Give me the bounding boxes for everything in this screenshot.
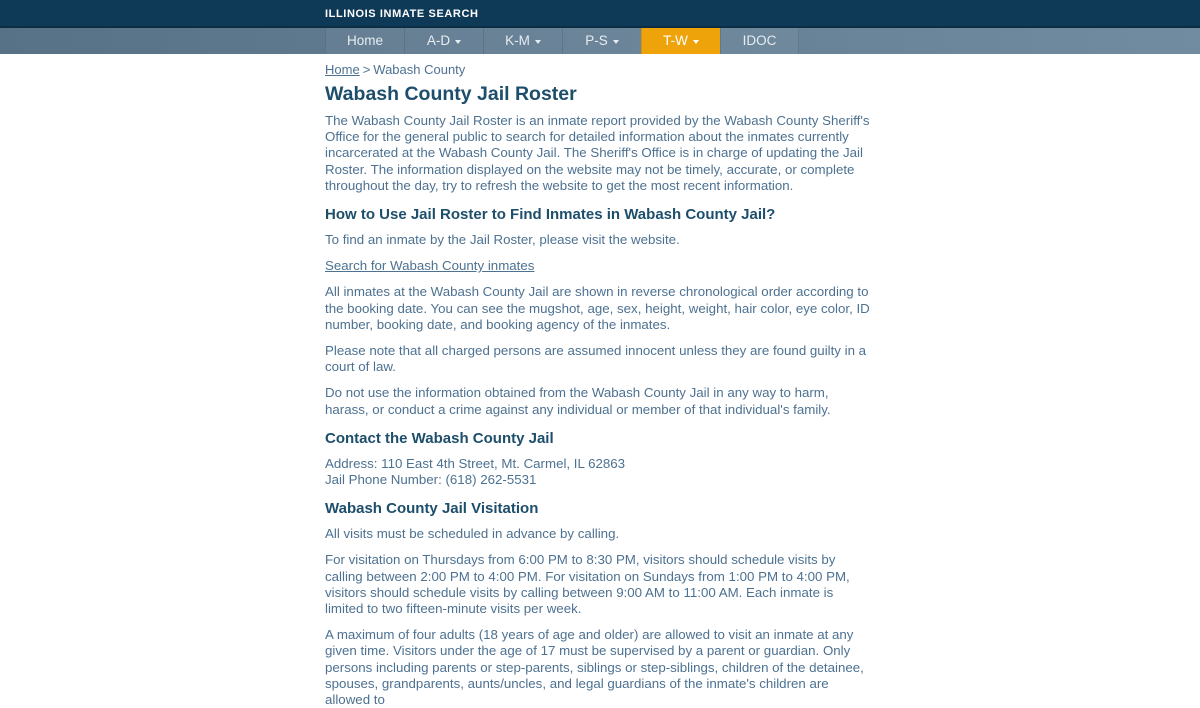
nav-item-label: Home bbox=[346, 33, 383, 48]
page-title: Wabash County Jail Roster bbox=[325, 83, 577, 105]
chevron-down-icon bbox=[455, 40, 461, 44]
nav-item-home[interactable] bbox=[325, 28, 404, 54]
nav-item-p-s[interactable] bbox=[562, 28, 641, 54]
how-to-heading: How to Use Jail Roster to Find Inmates in Wabash County Jail? bbox=[325, 206, 776, 224]
jail-address: Address: 110 East 4th Street, Mt. Carmel, IL 62863 bbox=[325, 455, 626, 471]
chevron-down-icon bbox=[693, 40, 699, 44]
nav-item-idoc[interactable] bbox=[720, 28, 799, 54]
breadcrumb-separator: > bbox=[362, 62, 371, 77]
contact-heading: Contact the Wabash County Jail bbox=[325, 429, 554, 447]
topbar bbox=[0, 0, 1200, 28]
innocent-notice-paragraph: Please note that all charged persons are assumed innocent unless they are found guilty in a court of law. bbox=[325, 343, 867, 375]
nav-item-label: T-W bbox=[663, 33, 688, 48]
nav-item-label: P-S bbox=[585, 33, 608, 48]
nav-item-label: IDOC bbox=[742, 33, 777, 48]
nav-item-k-m[interactable] bbox=[483, 28, 562, 54]
search-link-paragraph bbox=[325, 258, 875, 274]
nav-item-a-d[interactable] bbox=[404, 28, 483, 54]
visitation-hours-paragraph: For visitation on Thursdays from 6:00 PM to 8:30 PM, visitors should schedule visits by calling between 2:00 PM to 4:00 PM. For visitation on Sundays from 1:00 PM to 4:00 PM, visitors should schedule visits by calling between 9:00 AM to 11:00 AM. Each inmate is limited to two fifteen-minute visits per week. bbox=[325, 552, 850, 617]
nav-item-label: K-M bbox=[505, 33, 530, 48]
main-nav bbox=[0, 28, 1200, 54]
contact-details bbox=[325, 456, 875, 488]
nav-item-t-w[interactable] bbox=[641, 28, 720, 54]
chevron-down-icon bbox=[613, 40, 619, 44]
visitation-heading: Wabash County Jail Visitation bbox=[325, 500, 539, 518]
visitor-rules-paragraph: A maximum of four adults (18 years of age and older) are allowed to visit an inmate at any given time. Visitors under the age of 17 must be supervised by a parent or guardian. Only persons including parents or step-parents, siblings or step-siblings, children of the detainee, spouses, grandparents, aunts/uncles, and legal guardians of the inmate's children are allowed to bbox=[325, 627, 864, 708]
jail-phone: Jail Phone Number: (618) 262-5531 bbox=[325, 472, 537, 488]
intro-paragraph: The Wabash County Jail Roster is an inmate report provided by the Wabash County Sheriff's Office for the general public to search for detailed information about the inmates currently incarcerated at the Wabash County Jail. The Sheriff's Office is in charge of updating the Jail Roster. The information displayed on the website may not be timely, accurate, or complete throughout the day, try to refresh the website to get the most recent information. bbox=[325, 113, 870, 193]
roster-order-paragraph: All inmates at the Wabash County Jail are shown in reverse chronological order according to the booking date. You can see the mugshot, age, sex, height, weight, hair color, eye color, ID number, booking date, and booking agency of the inmates. bbox=[325, 284, 870, 332]
breadcrumb bbox=[325, 62, 875, 77]
main-content bbox=[325, 54, 875, 708]
nav-item-label: A-D bbox=[426, 33, 451, 48]
visits-schedule-notice: All visits must be scheduled in advance by calling. bbox=[325, 526, 620, 542]
breadcrumb-current: Wabash County bbox=[373, 62, 466, 77]
site-brand-link[interactable]: ILLINOIS INMATE SEARCH bbox=[325, 8, 479, 20]
inmate-search-link[interactable]: Search for Wabash County inmates bbox=[325, 258, 535, 274]
breadcrumb-home-link[interactable]: Home bbox=[325, 62, 360, 77]
how-to-paragraph: To find an inmate by the Jail Roster, please visit the website. bbox=[325, 232, 680, 248]
chevron-down-icon bbox=[535, 40, 541, 44]
misuse-warning-paragraph: Do not use the information obtained from the Wabash County Jail in any way to harm, harass, or conduct a crime against any individual or member of that individual's family. bbox=[325, 385, 831, 417]
